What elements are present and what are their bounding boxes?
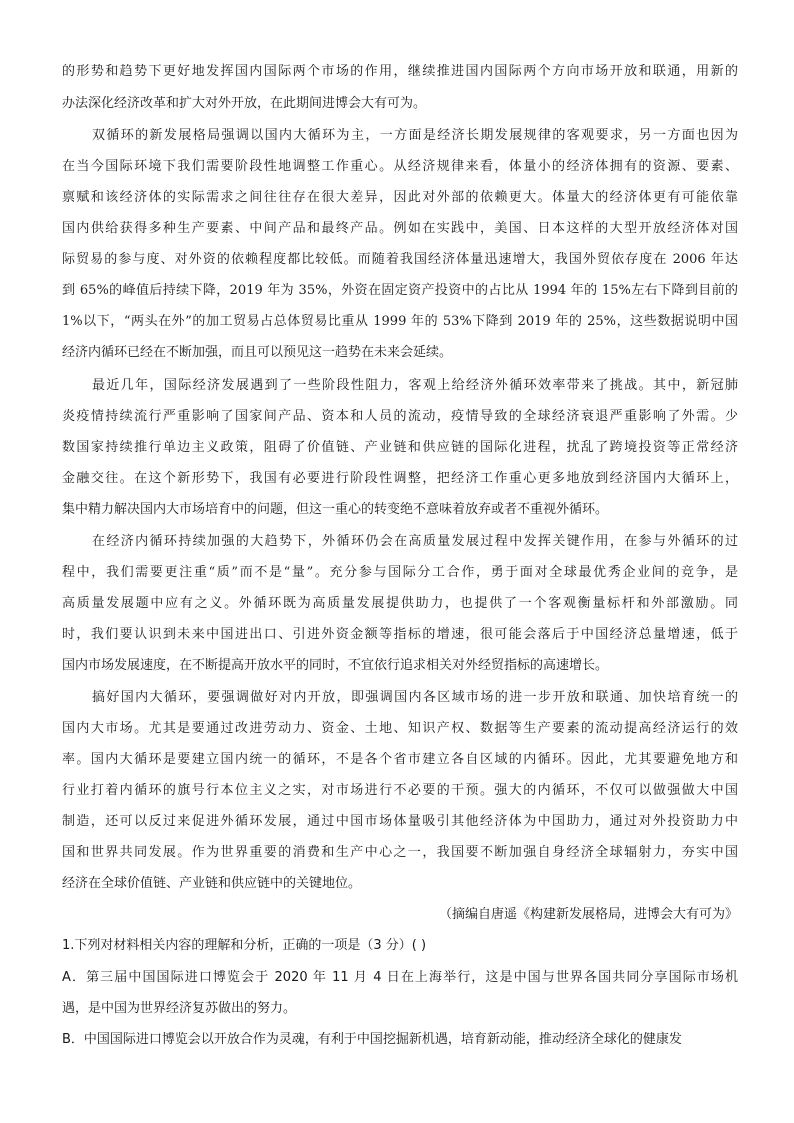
paragraph-line: 国和世界共同发展。作为世界重要的消费和生产中心之一，我国要不断加强自身经济全球辐射力，夯实中国 [62, 845, 738, 860]
question-option-a: A．第三届中国国际进口博览会于 2020 年 11 月 4 日在上海举行，这是中国与世界各国共同分享国际市场机 [62, 970, 738, 985]
paragraph-line: 制造，还可以反过来促进外循环发展，通过中国市场体量吸引其他经济体为中国助力，通过对外投资助力中 [62, 814, 738, 829]
paragraph-line: 1%以下，“两头在外”的加工贸易占总体贸易比重从 1999 年的 53%下降到 2019 年的 25%，这些数据说明中国 [62, 314, 738, 329]
paragraph-line: 炎疫情持续流行严重影响了国家间产品、资本和人员的流动，疫情导致的全球经济衰退严重影响了外需。少 [62, 409, 738, 424]
paragraph-line: 办法深化经济改革和扩大对外开放，在此期间进博会大有可为。 [62, 96, 427, 111]
paragraph-line: 集中精力解决国内大市场培育中的问题，但这一重心的转变绝不意味着放弃或者不重视外循环。 [62, 502, 609, 517]
paragraph-line: 时，我们要认识到未来中国进出口、引进外资金额等指标的增速，很可能会落后于中国经济总量增速，低于 [62, 627, 738, 642]
paragraph-line: 高质量发展题中应有之义。外循环既为高质量发展提供助力，也提供了一个客观衡量标杆和外部激励。同 [62, 596, 738, 611]
paragraph-line: 最近几年，国际经济发展遇到了一些阶段性阻力，客观上给经济外循环效率带来了挑战。其中，新冠肺 [92, 378, 738, 393]
paragraph-line: 国内大市场。尤其是要通过改进劳动力、资金、土地、知识产权、数据等生产要素的流动提高经济运行的效 [62, 721, 738, 736]
paragraph-line: 国内市场发展速度，在不断提高开放水平的同时，不宜依行追求相关对外经贸指标的高速增长。 [62, 658, 609, 673]
paragraph-line: 到 65%的峰值后持续下降，2019 年为 35%，外资在固定资产投资中的占比从 1994 年的 15%左右下降到目前的 [62, 283, 738, 298]
question-stem: 1.下列对材料相关内容的理解和分析，正确的一项是（3 分）( ) [62, 938, 427, 953]
paragraph-line: 经济在全球价值链、产业链和供应链中的关键地位。 [62, 876, 362, 891]
paragraph-line: 禀赋和该经济体的实际需求之间往往存在很大差异，因此对外部的依赖更大。体量大的经济体更有可能依靠 [62, 190, 738, 205]
paragraph-line: 金融交往。在这个新形势下，我国有必要进行阶段性调整，把经济工作重心更多地放到经济国内大循环上， [62, 471, 738, 486]
paragraph-line: 在经济内循环持续加强的大趋势下，外循环仍会在高质量发展过程中发挥关键作用，在参与外循环的过 [92, 534, 738, 549]
paragraph-line: 的形势和趋势下更好地发挥国内国际两个市场的作用，继续推进国内国际两个方向市场开放和联通，用新的 [62, 64, 738, 79]
paragraph-line: 双循环的新发展格局强调以国内大循环为主，一方面是经济长期发展规律的客观要求，另一方面也因为 [92, 128, 738, 143]
paragraph-line: 在当今国际环境下我们需要阶段性地调整工作重心。从经济规律来看，体量小的经济体拥有的资源、要素、 [62, 159, 738, 174]
paragraph-line: 行业打着内循环的旗号行本位主义之实，对市场进行不必要的干预。强大的内循环，不仅可以做强做大中国 [62, 783, 738, 798]
paragraph-line: 搞好国内大循环，要强调做好对内开放，即强调国内各区域市场的进一步开放和联通、加快培育统一的 [92, 690, 738, 705]
paragraph-line: 程中，我们需要更注重“质”而不是“量”。充分参与国际分工合作，勇于面对全球最优秀企业间的竞争，是 [62, 565, 738, 580]
paragraph-line: 经济内循环已经在不断加强，而且可以预见这一趋势在未来会延续。 [62, 345, 453, 360]
question-option-b: B．中国国际进口博览会以开放合作为灵魂，有利于中国挖掘新机遇，培育新动能，推动经济全球化的健康发 [62, 1032, 682, 1047]
source-attribution: （摘编自唐遥《构建新发展格局，进博会大有可为》 [438, 907, 738, 922]
question-option-a-continued: 遇，是中国为世界经济复苏做出的努力。 [62, 1001, 297, 1016]
paragraph-line: 数国家持续推行单边主义政策，阻碍了价值链、产业链和供应链的国际化进程，扰乱了跨境投资等正常经济 [62, 440, 738, 455]
paragraph-line: 际贸易的参与度、对外资的依赖程度都比较低。而随着我国经济体量迅速增大，我国外贸依存度在 2006 年达 [62, 252, 738, 267]
paragraph-line: 国内供给获得多种生产要素、中间产品和最终产品。例如在实践中，美国、日本这样的大型开放经济体对国 [62, 221, 738, 236]
paragraph-line: 率。国内大循环是要建立国内统一的循环，不是各个省市建立各自区域的内循环。因此，尤其要避免地方和 [62, 752, 738, 767]
